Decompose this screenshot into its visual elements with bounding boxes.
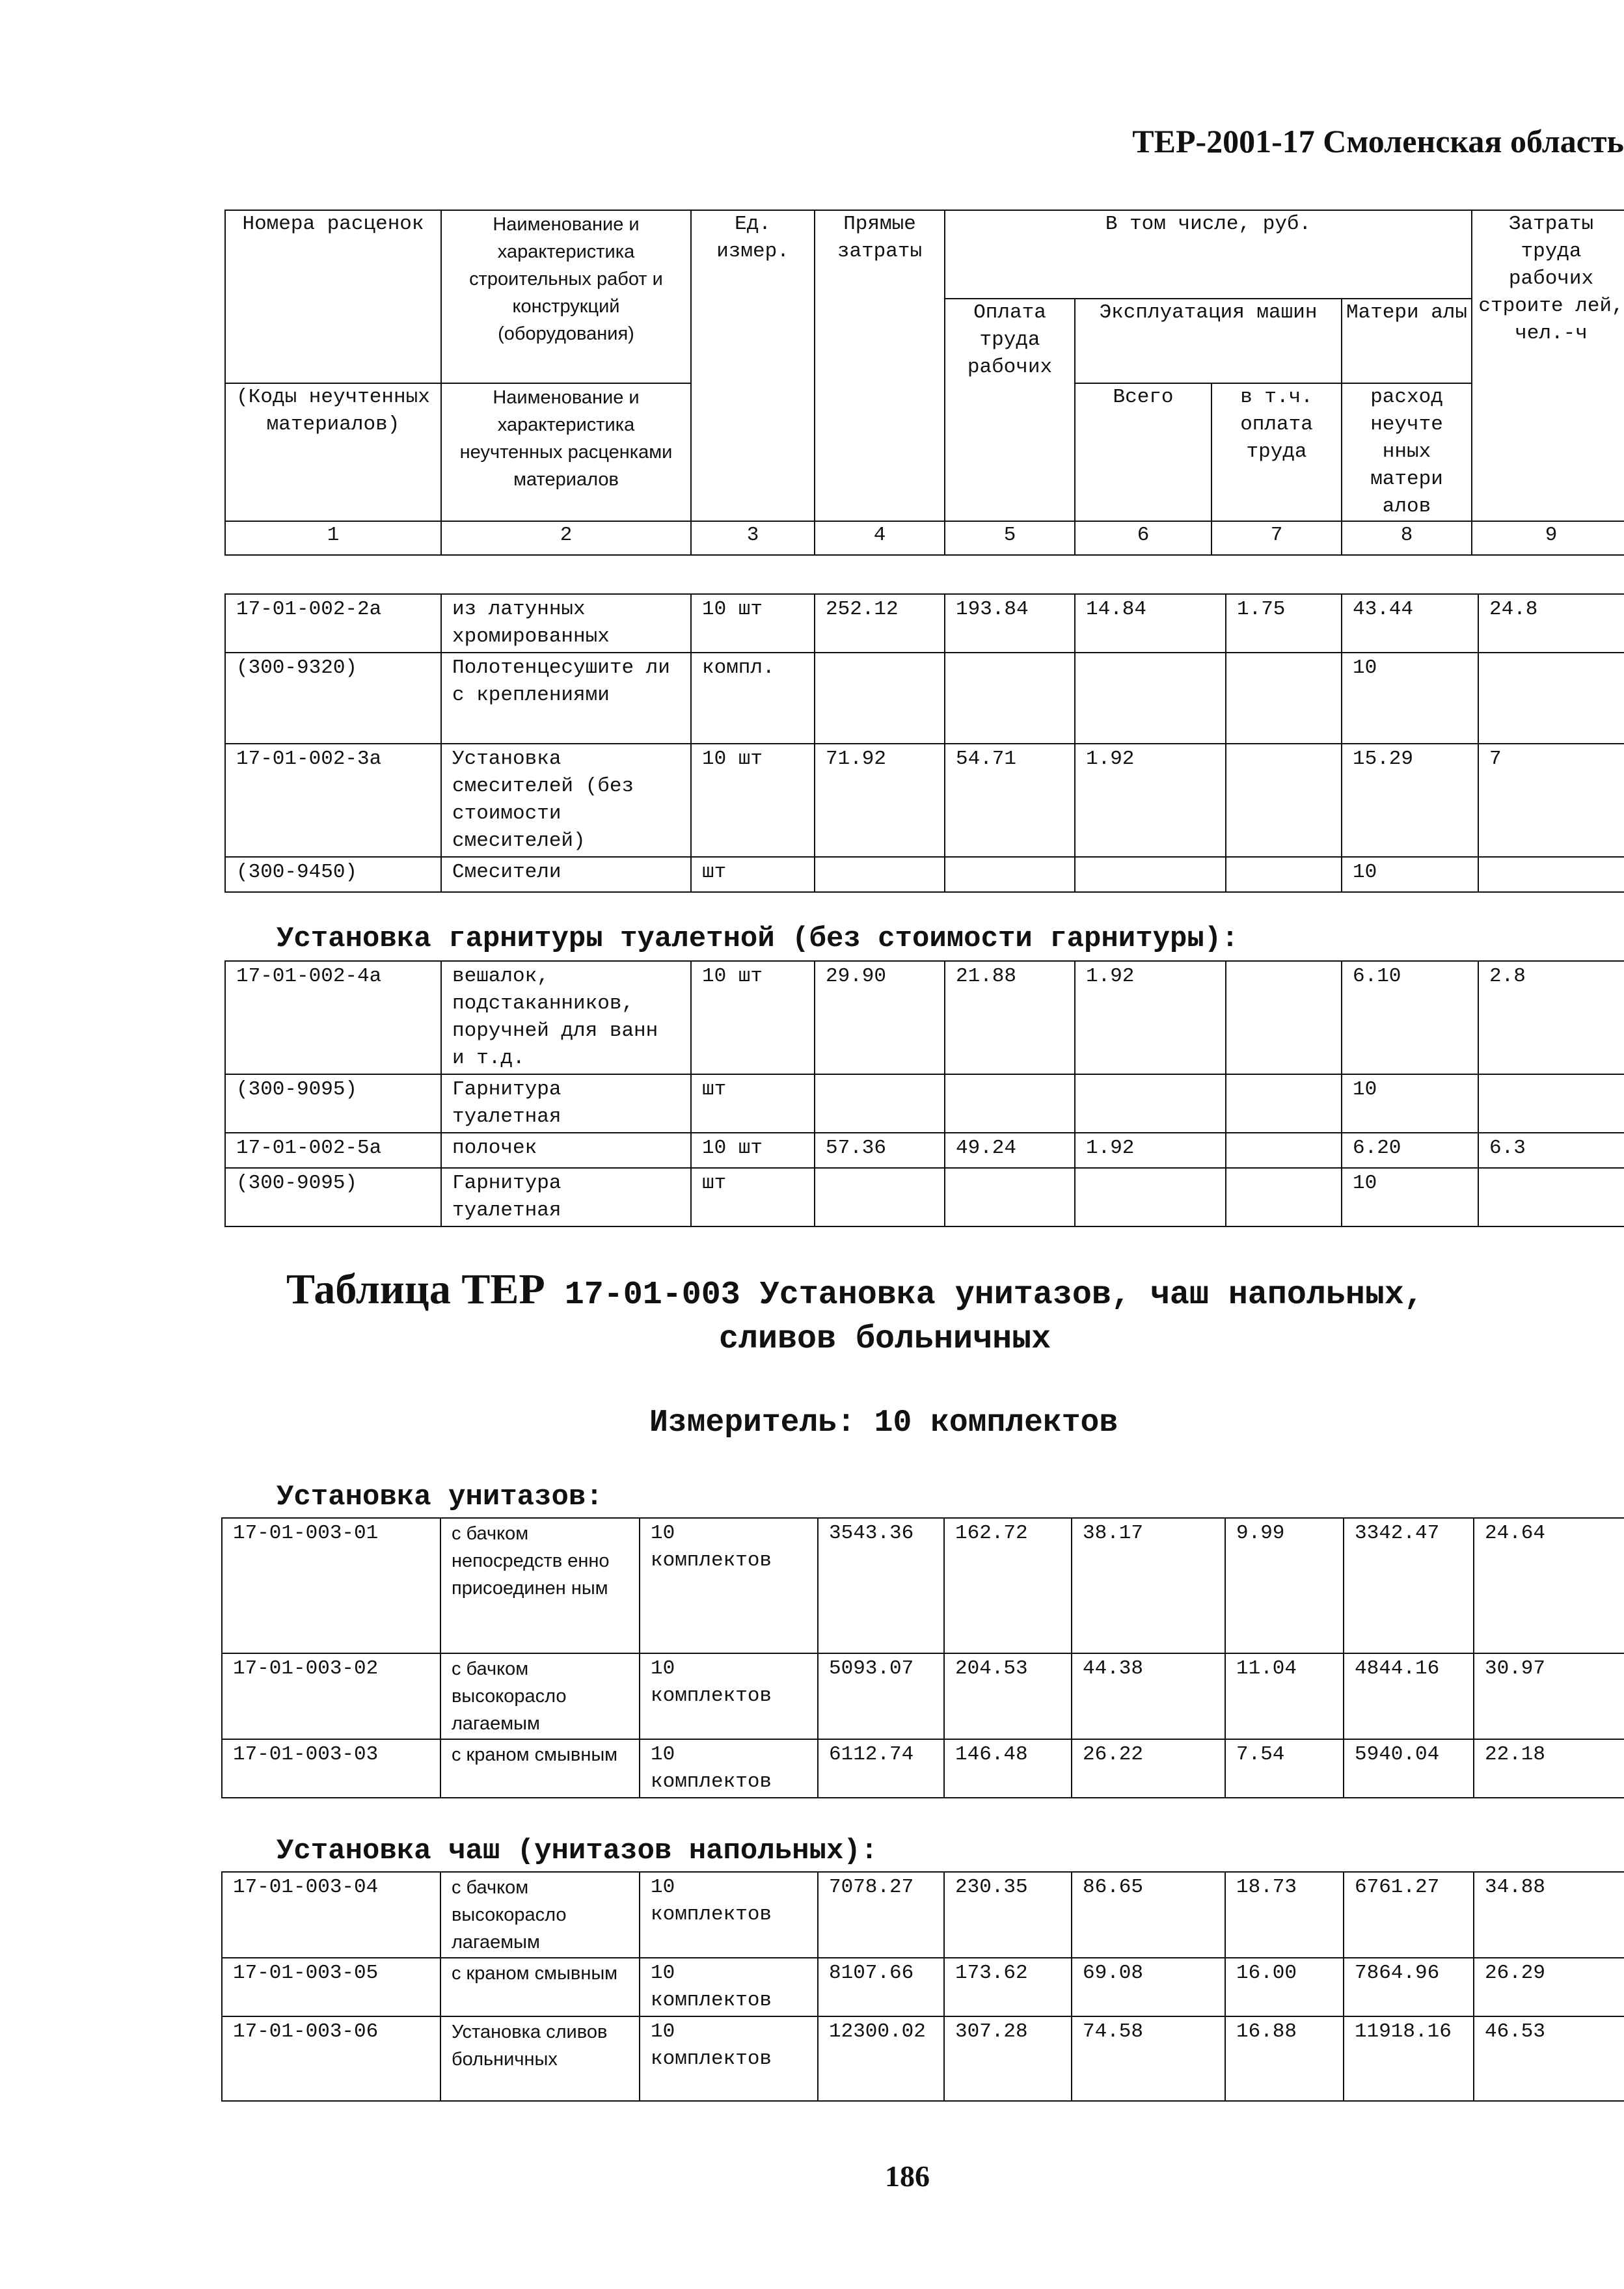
header-rate-numbers: Номера расценок (225, 210, 441, 299)
work-name-cell: с краном смывным (440, 1958, 640, 2016)
section-title-toilets: Установка унитазов: (277, 1481, 603, 1513)
materials-cell: 4844.16 (1344, 1653, 1474, 1739)
labor-hours-cell: 2.8 (1478, 961, 1624, 1074)
rate-code-cell: (300-9095) (225, 1074, 441, 1133)
table-row (225, 1168, 1624, 1226)
table-row (222, 1872, 1624, 1958)
col-number: 5 (945, 521, 1075, 555)
labor-pay-cell: 162.72 (944, 1518, 1072, 1653)
header-labor-pay: Оплата труда рабочих (945, 299, 1075, 521)
section-title-toilet-set: Установка гарнитуры туалетной (без стоимости гарнитуры): (277, 923, 1239, 955)
labor-pay-cell: 193.84 (945, 594, 1075, 653)
materials-cell: 15.29 (1342, 744, 1478, 857)
machines-total-cell (1075, 653, 1226, 744)
machines-total-cell (1075, 1074, 1226, 1133)
unit-cell: 10 шт (691, 594, 815, 653)
labor-pay-cell: 173.62 (944, 1958, 1072, 2016)
rates-table-2 (224, 960, 1624, 1227)
header-machines-total: Всего (1075, 383, 1211, 521)
materials-cell: 6.20 (1342, 1133, 1478, 1168)
labor-pay-cell: 230.35 (944, 1872, 1072, 1958)
col-number: 1 (225, 521, 441, 555)
labor-hours-cell: 46.53 (1474, 2016, 1624, 2101)
unit-cell: 10 комплектов (640, 1653, 818, 1739)
labor-hours-cell: 22.18 (1474, 1739, 1624, 1798)
unit-cell: шт (691, 1074, 815, 1133)
col-number: 4 (815, 521, 945, 555)
direct-costs-cell: 3543.36 (818, 1518, 944, 1653)
work-name-cell: Установка смесителей (без стоимости смесителей) (441, 744, 691, 857)
labor-hours-cell: 26.29 (1474, 1958, 1624, 2016)
labor-hours-cell (1478, 653, 1624, 744)
direct-costs-cell: 57.36 (815, 1133, 945, 1168)
rate-code-cell: 17-01-003-03 (222, 1739, 440, 1798)
unit-cell: 10 комплектов (640, 1518, 818, 1653)
materials-cell: 10 (1342, 653, 1478, 744)
unit-cell: 10 комплектов (640, 2016, 818, 2101)
work-name-cell: полочек (441, 1133, 691, 1168)
header-work-name: Наименование и характеристика строительных работ и конструкций (оборудования) (441, 210, 691, 383)
labor-pay-cell (945, 1168, 1075, 1226)
direct-costs-cell: 12300.02 (818, 2016, 944, 2101)
rates-table-1 (224, 593, 1624, 893)
running-header: ТЕР-2001-17 Смоленская область (1132, 123, 1624, 159)
materials-cell: 3342.47 (1344, 1518, 1474, 1653)
col-number: 8 (1342, 521, 1472, 555)
work-name-cell: Смесители (441, 857, 691, 892)
materials-cell: 11918.16 (1344, 2016, 1474, 2101)
work-name-cell: вешалок, подстаканников, поручней для ванн и т.д. (441, 961, 691, 1074)
labor-pay-cell (945, 857, 1075, 892)
machines-labor-pay-cell: 18.73 (1225, 1872, 1344, 1958)
header-unaccounted-codes: (Коды неучтенных материалов) (225, 383, 441, 521)
col-number: 6 (1075, 521, 1211, 555)
materials-cell: 6.10 (1342, 961, 1478, 1074)
direct-costs-cell: 7078.27 (818, 1872, 944, 1958)
labor-hours-cell: 30.97 (1474, 1653, 1624, 1739)
labor-hours-cell: 24.64 (1474, 1518, 1624, 1653)
machines-labor-pay-cell (1226, 1168, 1342, 1226)
labor-hours-cell: 24.8 (1478, 594, 1624, 653)
table-row (222, 1739, 1624, 1798)
machines-labor-pay-cell (1226, 961, 1342, 1074)
direct-costs-cell: 5093.07 (818, 1653, 944, 1739)
machines-labor-pay-cell: 7.54 (1225, 1739, 1344, 1798)
work-name-cell: с бачком высокорасло лагаемым (440, 1872, 640, 1958)
machines-labor-pay-cell: 1.75 (1226, 594, 1342, 653)
machines-total-cell: 1.92 (1075, 744, 1226, 857)
direct-costs-cell: 8107.66 (818, 1958, 944, 2016)
machines-total-cell (1075, 857, 1226, 892)
header-materials: Матери алы (1342, 299, 1472, 383)
header-including: В том числе, руб. (945, 210, 1472, 299)
materials-cell: 43.44 (1342, 594, 1478, 653)
machines-labor-pay-cell (1226, 744, 1342, 857)
rate-code-cell: (300-9320) (225, 653, 441, 744)
table-row (222, 1518, 1624, 1653)
table-row (222, 1958, 1624, 2016)
machines-total-cell: 14.84 (1075, 594, 1226, 653)
materials-cell: 5940.04 (1344, 1739, 1474, 1798)
machines-labor-pay-cell (1226, 857, 1342, 892)
materials-cell: 6761.27 (1344, 1872, 1474, 1958)
materials-cell: 10 (1342, 1074, 1478, 1133)
unit-cell: 10 комплектов (640, 1958, 818, 2016)
unit-cell: 10 шт (691, 744, 815, 857)
labor-hours-cell (1478, 857, 1624, 892)
rate-code-cell: 17-01-003-01 (222, 1518, 440, 1653)
table-row (225, 1133, 1624, 1168)
page-number: 186 (885, 2160, 930, 2193)
table-title (286, 1265, 1424, 1314)
machines-labor-pay-cell: 16.00 (1225, 1958, 1344, 2016)
materials-cell: 10 (1342, 857, 1478, 892)
machines-total-cell (1075, 1168, 1226, 1226)
col-number: 9 (1472, 521, 1624, 555)
machines-total-cell: 44.38 (1072, 1653, 1225, 1739)
unit-cell: шт (691, 1168, 815, 1226)
header-table (224, 210, 1624, 556)
unit-cell: шт (691, 857, 815, 892)
direct-costs-cell (815, 653, 945, 744)
machines-total-cell: 69.08 (1072, 1958, 1225, 2016)
materials-cell: 7864.96 (1344, 1958, 1474, 2016)
labor-pay-cell: 54.71 (945, 744, 1075, 857)
table-row (225, 1074, 1624, 1133)
machines-labor-pay-cell: 16.88 (1225, 2016, 1344, 2101)
rate-code-cell: 17-01-002-4а (225, 961, 441, 1074)
col-number: 3 (691, 521, 815, 555)
table-row (222, 1653, 1624, 1739)
machines-labor-pay-cell (1226, 1133, 1342, 1168)
labor-hours-cell (1478, 1074, 1624, 1133)
work-name-cell: Установка сливов больничных (440, 2016, 640, 2101)
rate-code-cell: 17-01-003-04 (222, 1872, 440, 1958)
machines-total-cell: 86.65 (1072, 1872, 1225, 1958)
header-machines: Эксплуатация машин (1075, 299, 1342, 383)
machines-total-cell: 26.22 (1072, 1739, 1225, 1798)
unit-cell: 10 комплектов (640, 1739, 818, 1798)
work-name-cell: с краном смывным (440, 1739, 640, 1798)
machines-total-cell: 38.17 (1072, 1518, 1225, 1653)
measure-unit: Измеритель: 10 комплектов (649, 1405, 1118, 1441)
materials-cell: 10 (1342, 1168, 1478, 1226)
table-row (225, 857, 1624, 892)
rates-table-3 (221, 1517, 1624, 1798)
col-number: 2 (441, 521, 691, 555)
header-consumption: расход неучте нных матери алов (1342, 383, 1472, 521)
labor-hours-cell (1478, 1168, 1624, 1226)
table-row (225, 653, 1624, 744)
labor-pay-cell: 307.28 (944, 2016, 1072, 2101)
table-title-line2: сливов больничных (719, 1321, 1051, 1358)
header-unaccounted-names: Наименование и характеристика неучтенных расценками материалов (441, 383, 691, 521)
labor-hours-cell: 6.3 (1478, 1133, 1624, 1168)
work-name-cell: с бачком высокорасло лагаемым (440, 1653, 640, 1739)
rate-code-cell: 17-01-003-05 (222, 1958, 440, 2016)
direct-costs-cell (815, 857, 945, 892)
rate-code-cell: (300-9095) (225, 1168, 441, 1226)
rate-code-cell: 17-01-002-5а (225, 1133, 441, 1168)
header-direct-costs: Прямые затраты (815, 210, 945, 521)
header-number-row (225, 521, 1624, 555)
rates-table-4 (221, 1871, 1624, 2102)
work-name-cell: Гарнитура туалетная (441, 1168, 691, 1226)
labor-pay-cell (945, 653, 1075, 744)
direct-costs-cell (815, 1074, 945, 1133)
unit-cell: 10 шт (691, 1133, 815, 1168)
machines-total-cell: 1.92 (1075, 961, 1226, 1074)
rate-code-cell: 17-01-002-3а (225, 744, 441, 857)
labor-hours-cell: 7 (1478, 744, 1624, 857)
machines-labor-pay-cell (1226, 653, 1342, 744)
unit-cell: компл. (691, 653, 815, 744)
labor-pay-cell (945, 1074, 1075, 1133)
labor-hours-cell: 34.88 (1474, 1872, 1624, 1958)
table-row (225, 744, 1624, 857)
col-number: 7 (1211, 521, 1342, 555)
work-name-cell: Гарнитура туалетная (441, 1074, 691, 1133)
labor-pay-cell: 49.24 (945, 1133, 1075, 1168)
rate-code-cell: 17-01-002-2а (225, 594, 441, 653)
direct-costs-cell: 71.92 (815, 744, 945, 857)
header-labor-costs: Затраты труда рабочих строите лей, чел.-ч (1472, 210, 1624, 521)
unit-cell: 10 шт (691, 961, 815, 1074)
work-name-cell: из латунных хромированных (441, 594, 691, 653)
direct-costs-cell: 29.90 (815, 961, 945, 1074)
machines-total-cell: 1.92 (1075, 1133, 1226, 1168)
rate-code-cell: (300-9450) (225, 857, 441, 892)
unit-cell: 10 комплектов (640, 1872, 818, 1958)
work-name-cell: с бачком непосредств енно присоединен ным (440, 1518, 640, 1653)
section-title-bowls: Установка чаш (унитазов напольных): (277, 1835, 878, 1867)
machines-labor-pay-cell (1226, 1074, 1342, 1133)
labor-pay-cell: 204.53 (944, 1653, 1072, 1739)
direct-costs-cell (815, 1168, 945, 1226)
direct-costs-cell: 6112.74 (818, 1739, 944, 1798)
rate-code-cell: 17-01-003-02 (222, 1653, 440, 1739)
header-incl-pay: в т.ч. оплата труда (1211, 383, 1342, 521)
table-row (225, 594, 1624, 653)
table-row (222, 2016, 1624, 2101)
labor-pay-cell: 21.88 (945, 961, 1075, 1074)
table-row (225, 961, 1624, 1074)
table-title-prefix: Таблица ТЕР (286, 1266, 545, 1313)
machines-labor-pay-cell: 11.04 (1225, 1653, 1344, 1739)
machines-labor-pay-cell: 9.99 (1225, 1518, 1344, 1653)
work-name-cell: Полотенцесушите ли с креплениями (441, 653, 691, 744)
machines-total-cell: 74.58 (1072, 2016, 1225, 2101)
rate-code-cell: 17-01-003-06 (222, 2016, 440, 2101)
header-unit: Ед. измер. (691, 210, 815, 521)
labor-pay-cell: 146.48 (944, 1739, 1072, 1798)
table-title-rest: 17-01-003 Установка унитазов, чаш напольных, (545, 1277, 1424, 1314)
direct-costs-cell: 252.12 (815, 594, 945, 653)
